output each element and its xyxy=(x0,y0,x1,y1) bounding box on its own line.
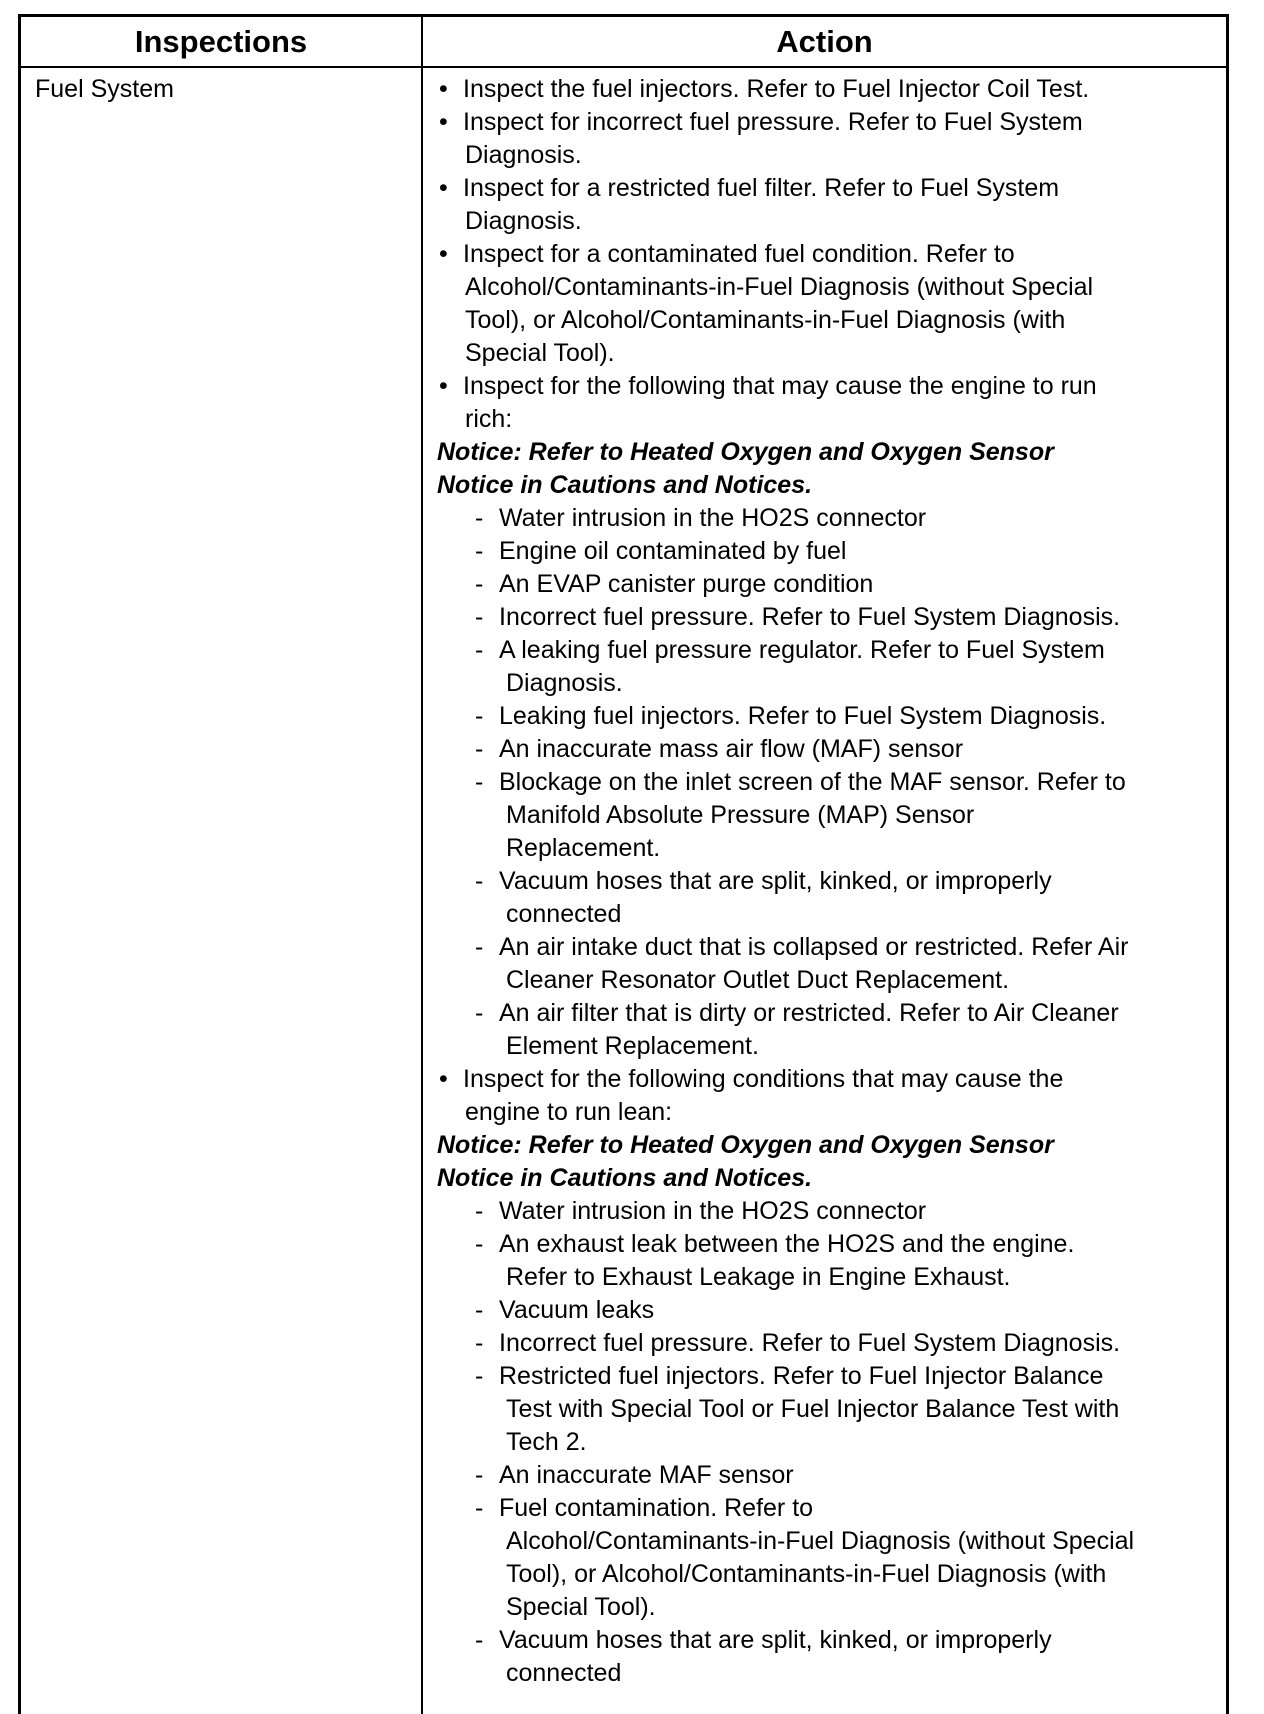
dash-item xyxy=(437,865,1227,898)
dash-item xyxy=(437,535,1227,568)
line-text: Fuel contamination. Refer to xyxy=(499,1494,814,1522)
line-text: An exhaust leak between the HO2S and the engine. xyxy=(499,1230,1075,1258)
line-text: Incorrect fuel pressure. Refer to Fuel System Diagnosis. xyxy=(499,1329,1121,1357)
dash-mark: - xyxy=(475,999,484,1027)
bullet-item-continuation xyxy=(437,205,1227,238)
bullet-item xyxy=(437,172,1227,205)
line-text: Inspect for the following conditions that may cause the xyxy=(463,1065,1064,1093)
dash-item-continuation xyxy=(437,832,1227,865)
line-text: A leaking fuel pressure regulator. Refer to Fuel System xyxy=(499,636,1105,664)
line-text: Diagnosis. xyxy=(465,141,582,169)
dash-item xyxy=(437,1195,1227,1228)
line-text: Alcohol/Contaminants-in-Fuel Diagnosis (without Special xyxy=(506,1527,1135,1555)
line-text: An air filter that is dirty or restricted. Refer to Air Cleaner xyxy=(499,999,1119,1027)
dash-item xyxy=(437,634,1227,667)
dash-item-continuation xyxy=(437,1393,1227,1426)
header-inspections: Inspections xyxy=(134,24,308,59)
line-text: Notice in Cautions and Notices. xyxy=(437,1164,813,1192)
line-text: Blockage on the inlet screen of the MAF sensor. Refer to xyxy=(499,768,1126,796)
dash-item xyxy=(437,1327,1227,1360)
bullet-item-continuation xyxy=(437,271,1227,304)
dash-item-continuation xyxy=(437,667,1227,700)
notice-text xyxy=(437,1129,1227,1162)
line-text: Element Replacement. xyxy=(506,1032,759,1060)
line-text: Cleaner Resonator Outlet Duct Replacement. xyxy=(506,966,1010,994)
line-text: Notice: Refer to Heated Oxygen and Oxygen Sensor xyxy=(437,1131,1054,1159)
dash-mark: - xyxy=(475,1197,484,1225)
line-text: Tool), or Alcohol/Contaminants-in-Fuel Diagnosis (with xyxy=(465,306,1066,334)
line-text: An inaccurate mass air flow (MAF) sensor xyxy=(499,735,964,763)
bullet-item-continuation xyxy=(437,304,1227,337)
dash-item xyxy=(437,1459,1227,1492)
line-text: Notice: Refer to Heated Oxygen and Oxygen Sensor xyxy=(437,438,1054,466)
bullet-mark: • xyxy=(439,1065,448,1093)
bullet-item xyxy=(437,1063,1227,1096)
dash-item xyxy=(437,700,1227,733)
inspection-table xyxy=(18,14,1229,1714)
line-text: Test with Special Tool or Fuel Injector Balance Test with xyxy=(506,1395,1120,1423)
line-text: An EVAP canister purge condition xyxy=(499,570,874,598)
dash-item xyxy=(437,997,1227,1030)
dash-item-continuation xyxy=(437,1525,1227,1558)
bullet-mark: • xyxy=(439,372,448,400)
dash-item-continuation xyxy=(437,1030,1227,1063)
bullet-item-continuation xyxy=(437,139,1227,172)
line-text: Diagnosis. xyxy=(465,207,582,235)
line-text: Vacuum hoses that are split, kinked, or improperly xyxy=(499,1626,1052,1654)
line-text: Tool), or Alcohol/Contaminants-in-Fuel Diagnosis (with xyxy=(506,1560,1107,1588)
dash-item xyxy=(437,1294,1227,1327)
line-text: Incorrect fuel pressure. Refer to Fuel System Diagnosis. xyxy=(499,603,1121,631)
dash-item xyxy=(437,502,1227,535)
dash-mark: - xyxy=(475,1329,484,1357)
dash-item xyxy=(437,1360,1227,1393)
bullet-item-continuation xyxy=(437,403,1227,436)
line-text: Leaking fuel injectors. Refer to Fuel System Diagnosis. xyxy=(499,702,1107,730)
line-text: Vacuum leaks xyxy=(499,1296,655,1324)
line-text: engine to run lean: xyxy=(465,1098,673,1126)
bullet-item xyxy=(437,238,1227,271)
line-text: Water intrusion in the HO2S connector xyxy=(499,504,927,532)
dash-item-continuation xyxy=(437,799,1227,832)
dash-item xyxy=(437,601,1227,634)
bullet-mark: • xyxy=(439,174,448,202)
line-text: Inspect the fuel injectors. Refer to Fuel Injector Coil Test. xyxy=(463,75,1090,103)
line-text: rich: xyxy=(465,405,513,433)
dash-item xyxy=(437,931,1227,964)
dash-item xyxy=(437,766,1227,799)
line-text: Alcohol/Contaminants-in-Fuel Diagnosis (without Special xyxy=(465,273,1094,301)
line-text: Engine oil contaminated by fuel xyxy=(499,537,847,565)
line-text: An inaccurate MAF sensor xyxy=(499,1461,794,1489)
dash-mark: - xyxy=(475,1461,484,1489)
bullet-mark: • xyxy=(439,108,448,136)
dash-mark: - xyxy=(475,1626,484,1654)
line-text: connected xyxy=(506,900,622,928)
dash-mark: - xyxy=(475,1494,484,1522)
dash-mark: - xyxy=(475,702,484,730)
dash-item-continuation xyxy=(437,1558,1227,1591)
dash-mark: - xyxy=(475,1230,484,1258)
dash-mark: - xyxy=(475,933,484,961)
dash-item xyxy=(437,1228,1227,1261)
dash-mark: - xyxy=(475,768,484,796)
bullet-item-continuation xyxy=(437,337,1227,370)
line-text: Replacement. xyxy=(506,834,661,862)
dash-mark: - xyxy=(475,537,484,565)
dash-item xyxy=(437,1624,1227,1657)
inspection-cell: Fuel System xyxy=(35,75,174,103)
dash-item-continuation xyxy=(437,1591,1227,1624)
dash-mark: - xyxy=(475,1296,484,1324)
dash-item xyxy=(437,733,1227,766)
dash-item-continuation xyxy=(437,1657,1227,1690)
dash-item-continuation xyxy=(437,898,1227,931)
dash-mark: - xyxy=(475,867,484,895)
dash-item-continuation xyxy=(437,1261,1227,1294)
dash-item-continuation xyxy=(437,1426,1227,1459)
line-text: Inspect for incorrect fuel pressure. Refer to Fuel System xyxy=(463,108,1083,136)
line-text: Special Tool). xyxy=(465,339,615,367)
line-text: Water intrusion in the HO2S connector xyxy=(499,1197,927,1225)
dash-mark: - xyxy=(475,603,484,631)
table-header-row xyxy=(21,17,1226,68)
notice-text xyxy=(437,469,1227,502)
line-text: Inspect for a restricted fuel filter. Refer to Fuel System xyxy=(463,174,1060,202)
dash-item-continuation xyxy=(437,964,1227,997)
column-divider xyxy=(421,17,423,1714)
header-action: Action xyxy=(776,24,873,59)
bullet-mark: • xyxy=(439,240,448,268)
dash-mark: - xyxy=(475,636,484,664)
dash-item xyxy=(437,1492,1227,1525)
line-text: connected xyxy=(506,1659,622,1687)
action-cell xyxy=(437,73,1227,1690)
dash-mark: - xyxy=(475,1362,484,1390)
line-text: Inspect for the following that may cause the engine to run xyxy=(463,372,1097,400)
line-text: Tech 2. xyxy=(506,1428,587,1456)
line-text: Inspect for a contaminated fuel condition. Refer to xyxy=(463,240,1015,268)
dash-mark: - xyxy=(475,735,484,763)
bullet-item-continuation xyxy=(437,1096,1227,1129)
notice-text xyxy=(437,1162,1227,1195)
bullet-mark: • xyxy=(439,75,448,103)
dash-item xyxy=(437,568,1227,601)
line-text: Refer to Exhaust Leakage in Engine Exhaust. xyxy=(506,1263,1011,1291)
notice-text xyxy=(437,436,1227,469)
line-text: Notice in Cautions and Notices. xyxy=(437,471,813,499)
bullet-item xyxy=(437,370,1227,403)
bullet-item xyxy=(437,73,1227,106)
dash-mark: - xyxy=(475,504,484,532)
bullet-item xyxy=(437,106,1227,139)
dash-mark: - xyxy=(475,570,484,598)
line-text: Special Tool). xyxy=(506,1593,656,1621)
line-text: An air intake duct that is collapsed or restricted. Refer Air xyxy=(499,933,1129,961)
line-text: Restricted fuel injectors. Refer to Fuel Injector Balance xyxy=(499,1362,1104,1390)
line-text: Diagnosis. xyxy=(506,669,623,697)
line-text: Vacuum hoses that are split, kinked, or improperly xyxy=(499,867,1052,895)
line-text: Manifold Absolute Pressure (MAP) Sensor xyxy=(506,801,975,829)
